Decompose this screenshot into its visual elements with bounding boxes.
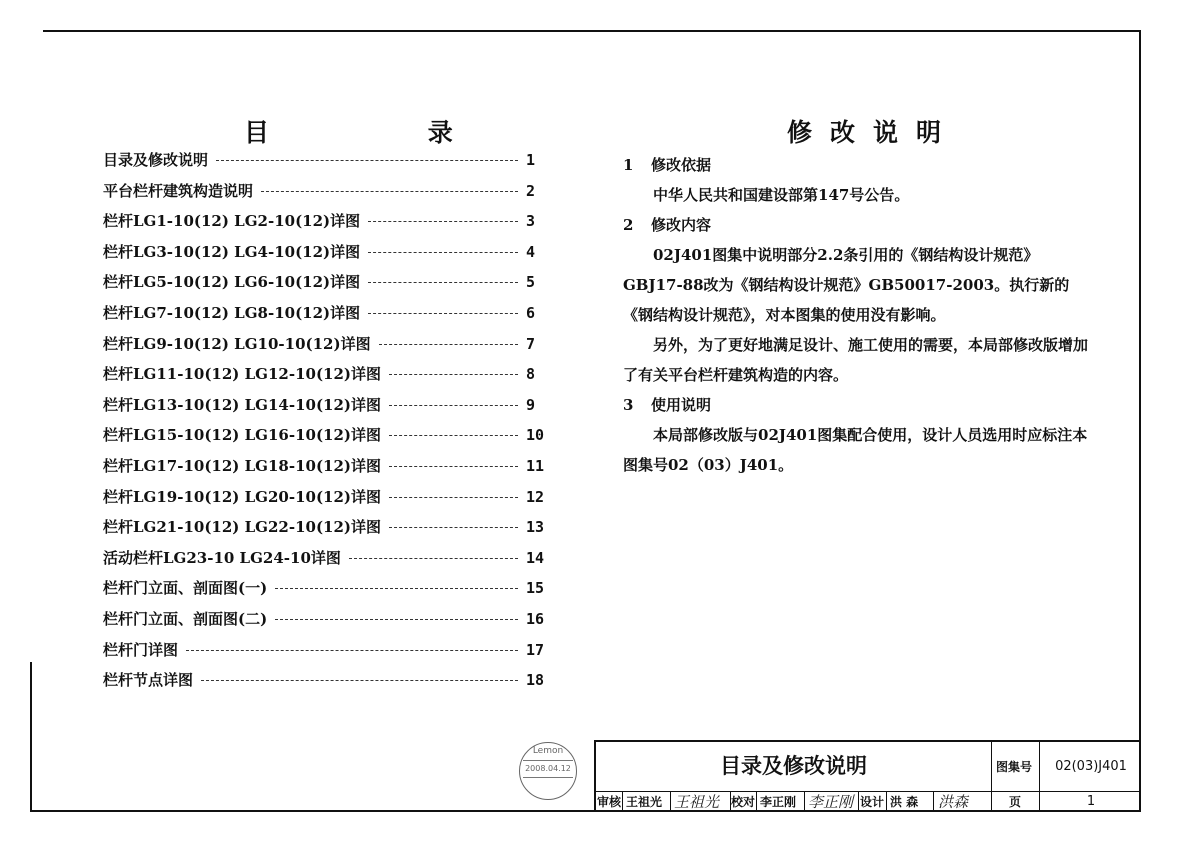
- title-block-divider: [622, 791, 623, 811]
- toc-leader-line: [349, 558, 518, 559]
- toc-item: [103, 149, 548, 180]
- toc-item: [103, 486, 548, 517]
- toc-item-page: 15: [526, 579, 545, 598]
- toc-item-page: 7: [526, 334, 536, 353]
- toc-item-label: 栏杆LG11-10(12) LG12-10(12)详图: [103, 365, 382, 384]
- atlas-number-label: 图集号: [996, 760, 1033, 774]
- toc-item-label: 目录及修改说明: [103, 151, 209, 169]
- title-block-divider: [886, 791, 887, 811]
- toc-item-page: 2: [526, 181, 536, 200]
- toc-item-label: 栏杆LG15-10(12) LG16-10(12)详图: [103, 426, 382, 445]
- toc-item: [103, 577, 548, 608]
- toc-item: [103, 210, 548, 241]
- title-block-divider: [1039, 742, 1040, 811]
- toc-item-page: 18: [526, 671, 545, 690]
- toc-item-label: 栏杆LG17-10(12) LG18-10(12)详图: [103, 456, 382, 475]
- section-content-paragraph-1: 02J401图集中说明部分2.2条引用的《钢结构设计规范》GBJ17-88改为《钢结构设计规范》GB50017-2003。执行新的《钢结构设计规范》，对本图集的使用没有影响。: [623, 246, 1070, 324]
- toc-leader-line: [216, 160, 518, 161]
- toc-leader-line: [389, 497, 518, 498]
- frame-left-border: [30, 662, 32, 812]
- toc-item-page: 9: [526, 395, 536, 414]
- toc-item: [103, 302, 548, 333]
- toc-leader-line: [389, 466, 518, 467]
- toc-item-label: 栏杆门详图: [103, 640, 179, 659]
- title-block-divider: [670, 791, 671, 811]
- section-usage-text: 本局部修改版与02J401图集配合使用，设计人员选用时应标注本图集号02（03）J401。: [623, 426, 1088, 474]
- toc-item-page: 13: [526, 518, 545, 537]
- design-name: 洪 森: [890, 795, 919, 809]
- toc-item-label: 栏杆LG9-10(12) LG10-10(12)详图: [103, 334, 371, 353]
- section-basis-text: 中华人民共和国建设部第147号公告。: [653, 186, 910, 204]
- title-block-divider: [858, 791, 859, 811]
- frame-top-border: [43, 30, 1141, 32]
- toc-item: [103, 608, 548, 639]
- toc-item-page: 10: [526, 426, 545, 445]
- toc-item-page: 14: [526, 548, 545, 567]
- toc-leader-line: [368, 221, 518, 222]
- toc-item: [103, 455, 548, 486]
- design-label: 设计: [860, 795, 885, 809]
- toc-item: [103, 333, 548, 364]
- toc-leader-line: [275, 588, 518, 589]
- toc-item-page: 4: [526, 242, 536, 261]
- review-signature: 王祖光: [674, 793, 720, 811]
- toc-item: [103, 639, 548, 670]
- title-block-divider: [804, 791, 805, 811]
- toc-leader-line: [261, 191, 518, 192]
- toc-item-label: 栏杆LG3-10(12) LG4-10(12)详图: [103, 242, 361, 261]
- title-block: [594, 740, 1141, 811]
- toc-item-page: 8: [526, 365, 536, 384]
- toc-list: [103, 149, 548, 700]
- review-label: 审核: [597, 795, 622, 809]
- toc-item: [103, 394, 548, 425]
- toc-item-label: 平台栏杆建筑构造说明: [103, 181, 254, 200]
- toc-item: [103, 516, 548, 547]
- section-content-paragraph-2: 另外，为了更好地满足设计、施工使用的需要，本局部修改版增加了有关平台栏杆建筑构造的内容。: [623, 336, 1089, 384]
- toc-item-page: 12: [526, 487, 545, 506]
- toc-item: [103, 669, 548, 700]
- library-stamp: [519, 742, 577, 800]
- toc-item-page: 1: [526, 151, 536, 169]
- toc-title: 目 录: [244, 118, 528, 147]
- toc-item-page: 5: [526, 273, 536, 292]
- toc-leader-line: [389, 374, 518, 375]
- toc-item-label: 栏杆LG5-10(12) LG6-10(12)详图: [103, 273, 361, 292]
- toc-leader-line: [368, 282, 518, 283]
- toc-leader-line: [275, 619, 518, 620]
- toc-item-label: 活动栏杆LG23-10 LG24-10详图: [103, 548, 341, 567]
- revision-notes: [623, 150, 1098, 480]
- toc-leader-line: [368, 252, 518, 253]
- toc-leader-line: [201, 680, 518, 681]
- toc-item-page: 3: [526, 212, 536, 231]
- toc-leader-line: [389, 435, 518, 436]
- atlas-number-value: 02(03)J401: [1055, 759, 1127, 774]
- toc-item-page: 6: [526, 303, 536, 322]
- title-block-divider: [933, 791, 934, 811]
- stamp-name: Lemon: [532, 746, 564, 756]
- toc-item-label: 栏杆LG1-10(12) LG2-10(12)详图: [103, 212, 361, 231]
- toc-item-label: 栏杆LG7-10(12) LG8-10(12)详图: [103, 303, 361, 322]
- toc-item-label: 栏杆门立面、剖面图(一): [103, 579, 268, 598]
- title-block-divider: [991, 742, 992, 811]
- review-name: 王祖光: [626, 795, 663, 809]
- drawing-title: 目录及修改说明: [720, 754, 867, 778]
- check-name: 李正刚: [760, 795, 797, 809]
- toc-item: [103, 363, 548, 394]
- page-label: 页: [1009, 795, 1022, 809]
- revision-title: 修改说明: [787, 118, 960, 147]
- design-signature: 洪森: [938, 793, 969, 811]
- toc-item: [103, 424, 548, 455]
- toc-item-label: 栏杆LG19-10(12) LG20-10(12)详图: [103, 487, 382, 506]
- title-block-divider: [756, 791, 757, 811]
- toc-item: [103, 271, 548, 302]
- check-label: 校对: [731, 795, 756, 809]
- toc-leader-line: [389, 405, 518, 406]
- toc-item-label: 栏杆LG13-10(12) LG14-10(12)详图: [103, 395, 382, 414]
- toc-item-label: 栏杆门立面、剖面图(二): [103, 609, 268, 628]
- toc-item-label: 栏杆LG21-10(12) LG22-10(12)详图: [103, 518, 382, 537]
- toc-item-label: 栏杆节点详图: [103, 671, 194, 690]
- section-usage-heading: 3 使用说明: [623, 396, 712, 414]
- section-basis-heading: 1 修改依据: [623, 156, 712, 174]
- frame-right-border: [1139, 30, 1141, 812]
- toc-leader-line: [379, 344, 518, 345]
- toc-item: [103, 241, 548, 272]
- toc-item-page: 16: [526, 609, 545, 628]
- toc-leader-line: [368, 313, 518, 314]
- toc-leader-line: [186, 650, 518, 651]
- stamp-date: 2008.04.12: [523, 760, 573, 778]
- check-signature: 李正刚: [808, 793, 854, 811]
- toc-item-page: 11: [526, 456, 545, 475]
- toc-leader-line: [389, 527, 518, 528]
- page-value: 1: [1086, 794, 1096, 809]
- toc-item: [103, 547, 548, 578]
- toc-item: [103, 180, 548, 211]
- section-content-heading: 2 修改内容: [623, 216, 712, 234]
- toc-item-page: 17: [526, 640, 545, 659]
